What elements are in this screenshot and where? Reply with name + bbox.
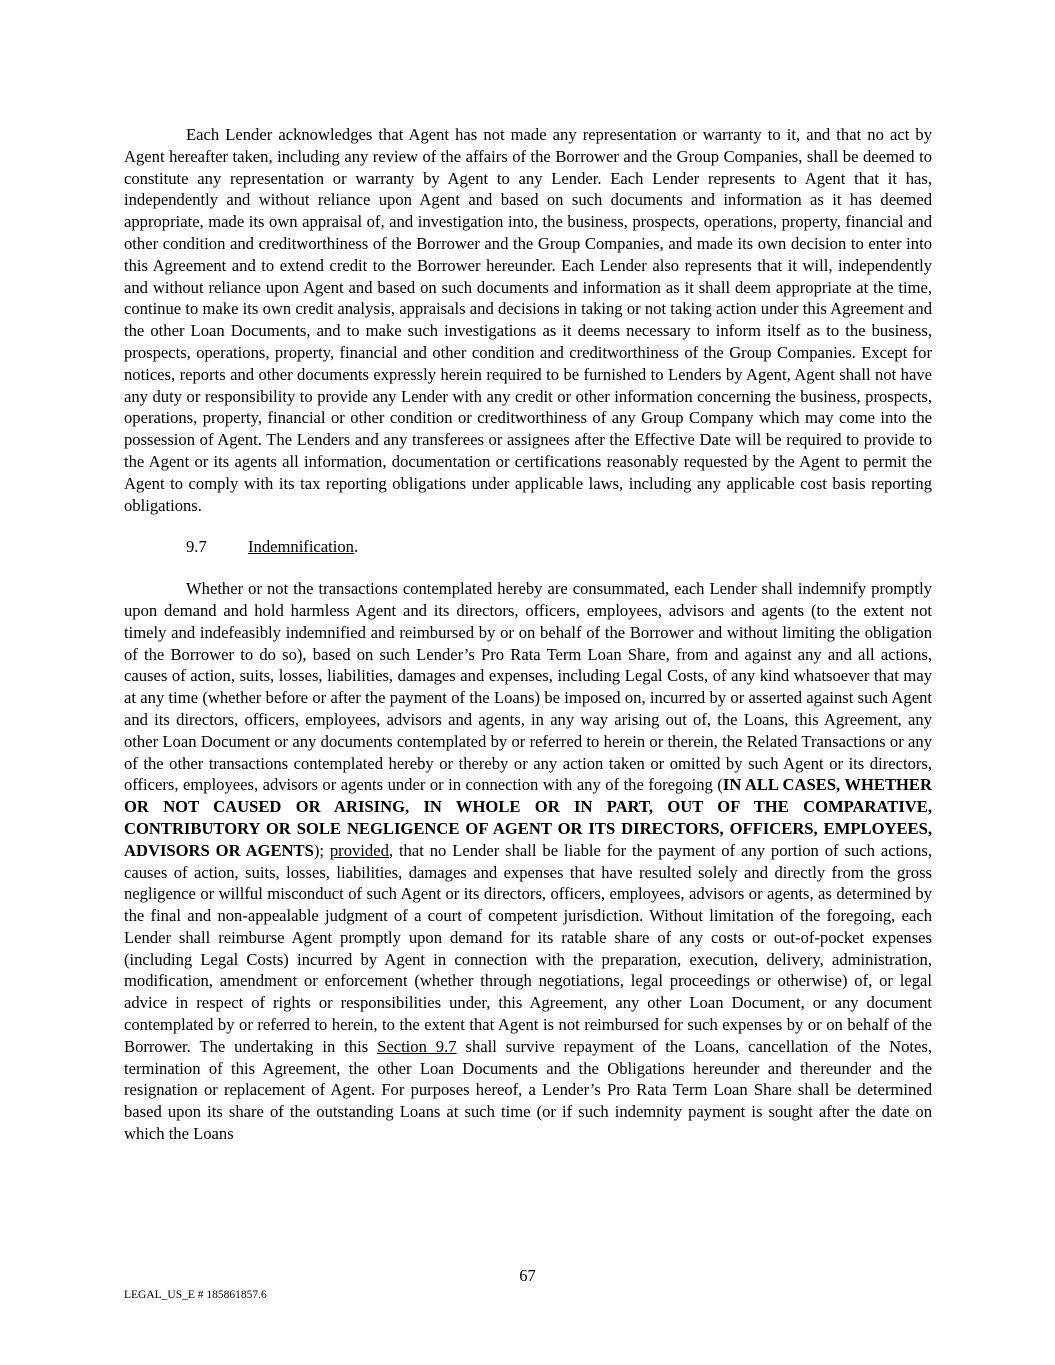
indemnification-bold-clause: IN ALL CASES, WHETHER OR NOT CAUSED OR ARISING, IN WHOLE OR IN PART, OUT OF THE COMPARATIVE, CONTRIBUTORY OR SOLE NEGLIGENCE OF AGENT OR ITS DIRECTORS, OFFICERS, EMPLOYEES, ADVISORS OR AGENTS [124, 775, 932, 860]
section-heading [124, 536, 932, 558]
document-id: LEGAL_US_E # 185861857.6 [124, 1289, 267, 1301]
paragraph-lender-acknowledgement: Each Lender acknowledges that Agent has not made any representation or warranty to it, and that no act by Agent hereafter taken, including any review of the affairs of the Borrower and the Group Companies, shall be deemed to constitute any representation or warranty by Agent to any Lender. Each Lender represents to Agent that it has, independently and without reliance upon Agent and based on such documents and information as it has deemed appropriate, made its own appraisal of, and investigation into, the business, prospects, operations, property, financial and other condition and creditworthiness of the Borrower and the Group Companies, and made its own decision to enter into this Agreement and to extend credit to the Borrower hereunder. Each Lender also represents that it will, independently and without reliance upon Agent and based on such documents and information as it shall deem appropriate at the time, continue to make its own credit analysis, appraisals and decisions in taking or not taking action under this Agreement and the other Loan Documents, and to make such investigations as it deems necessary to inform itself as to the business, prospects, operations, property, financial and other condition and creditworthiness of the Group Companies. Except for notices, reports and other documents expressly herein required to be furnished to Lenders by Agent, Agent shall not have any duty or responsibility to provide any Lender with any credit or other information concerning the business, prospects, operations, property, financial or other condition or creditworthiness of any Group Company which may come into the possession of Agent. The Lenders and any transferees or assignees after the Effective Date will be required to provide to the Agent or its agents all information, documentation or certifications reasonably requested by the Agent to permit the Agent to comply with its tax reporting obligations under applicable laws, including any applicable cost basis reporting obligations. [124, 125, 932, 515]
section-title: Indemnification [248, 537, 354, 557]
section-number: 9.7 [186, 537, 207, 557]
page-number: 67 [519, 1266, 536, 1285]
indemnification-text-a: Whether or not the transactions contemplated hereby are consummated, each Lender shall indemnify promptly upon demand and hold harmless Agent and its directors, officers, employees, advisors and agents (to the extent not timely and indefeasibly indemnified and reimbursed by or on behalf of the Borrower and without limiting the obligation of the Borrower to do so), based on such Lender’s Pro Rata Term Loan Share, from and against any and all actions, causes of action, suits, losses, liabilities, damages and expenses, including Legal Costs, of any kind whatsoever that may at any time (whether before or after the payment of the Loans) be imposed on, incurred by or asserted against such Agent and its directors, officers, employees, advisors and agents, in any way arising out of, the Loans, this Agreement, any other Loan Document or any documents contemplated by or referred to herein or therein, the Related Transactions or any of the other transactions contemplated hereby or thereby or any action taken or omitted by such Agent or its directors, officers, employees, advisors or agents under or in connection with any of the foregoing ( [124, 579, 932, 795]
section-title-suffix: . [353, 537, 359, 557]
indemnification-text-d: shall survive repayment of the Loans, cancellation of the Notes, termination of this Agreement, the other Loan Documents and the Obligations hereunder and thereunder and the resignation or replacement of Agent. For purposes hereof, a Lender’s Pro Rata Term Loan Share shall be determined based upon its share of the outstanding Loans at such time (or if such indemnity payment is sought after the date on which the Loans [124, 1036, 932, 1144]
section-reference-link[interactable]: Section 9.7 [377, 1036, 457, 1056]
provided-term: provided [329, 840, 389, 860]
paragraph-indemnification [124, 578, 932, 1145]
indemnification-text-c: , that no Lender shall be liable for the payment of any portion of such actions, causes of action, suits, losses, liabilities, damages and expenses that have resulted solely and directly from the gross negligence or willful misconduct of such Agent or its directors, officers, employees, advisors or agents, as determined by the final and non-appealable judgment of a court of competent jurisdiction. Without limitation of the foregoing, each Lender shall reimburse Agent promptly upon demand for its ratable share of any costs or out-of-pocket expenses (including Legal Costs) incurred by Agent in connection with the preparation, execution, delivery, administration, modification, amendment or enforcement (whether through negotiations, legal proceedings or otherwise) of, or legal advice in respect of rights or responsibilities under, this Agreement, any other Loan Document, or any document contemplated by or referred to herein, to the extent that Agent is not reimbursed for such expenses by or on behalf of the Borrower. The undertaking in this [124, 840, 932, 1056]
document-page [124, 124, 932, 1145]
indemnification-text-b: ); [313, 840, 330, 860]
